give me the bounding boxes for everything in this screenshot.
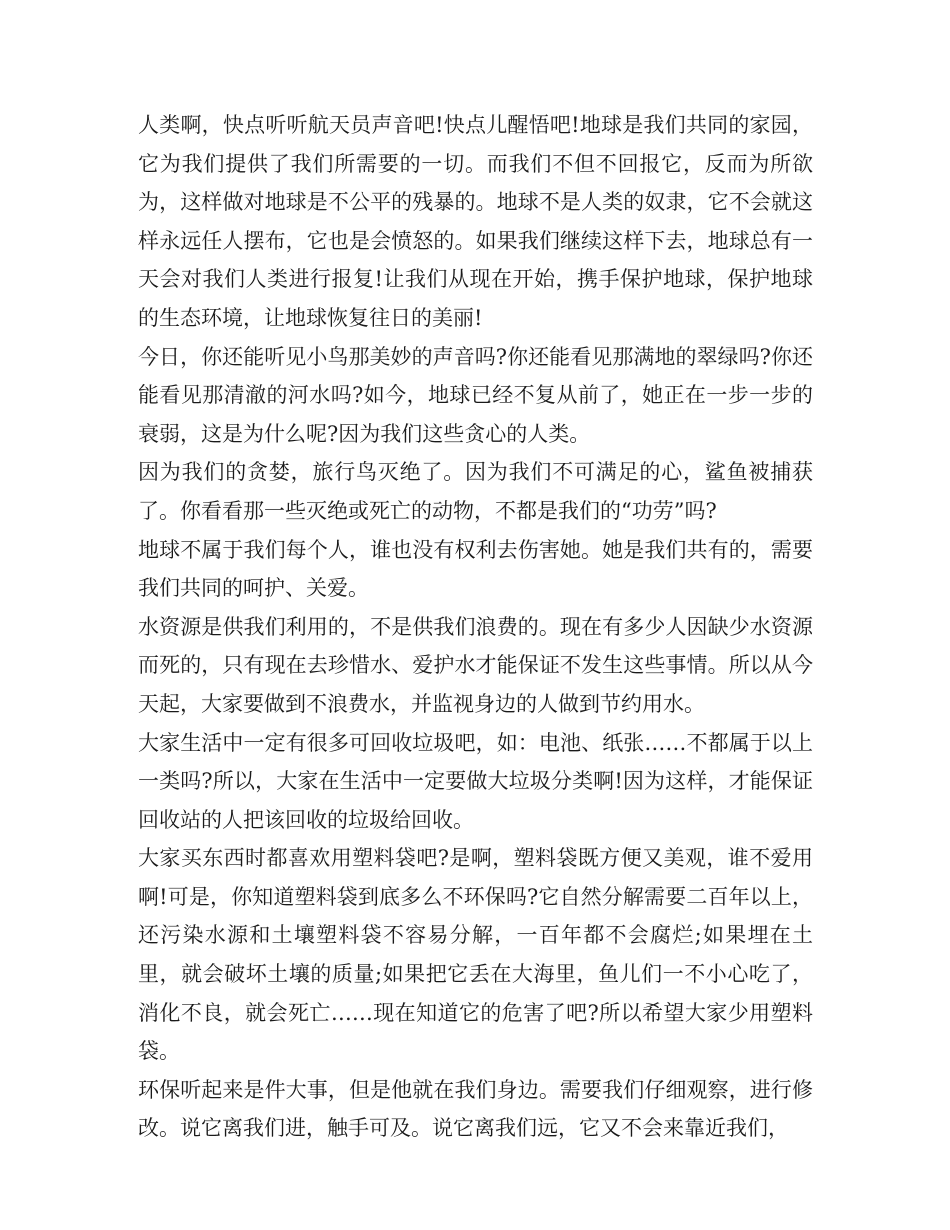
paragraph-8: 环保听起来是件大事，但是他就在我们身边。需要我们仔细观察，进行修改。说它离我们进，触手可及。说它离我们远，它又不会来靠近我们， xyxy=(138,1077,813,1141)
paragraph-6: 大家生活中一定有很多可回收垃圾吧，如：电池、纸张……不都属于以上一类吗?所以，大家在生活中一定要做大垃圾分类啊!因为这样，才能保证回收站的人把该回收的垃圾给回收。 xyxy=(138,730,813,832)
paragraph-5: 水资源是供我们利用的，不是供我们浪费的。现在有多少人因缺少水资源而死的，只有现在去珍惜水、爱护水才能保证不发生这些事情。所以从今天起，大家要做到不浪费水，并监视身边的人做到节约用水。 xyxy=(138,614,813,716)
paragraph-2: 今日，你还能听见小鸟那美妙的声音吗?你还能看见那满地的翠绿吗?你还能看见那清澈的河水吗?如今，地球已经不复从前了，她正在一步一步的衰弱，这是为什么呢?因为我们这些贪心的人类。 xyxy=(138,344,813,446)
paragraph-7: 大家买东西时都喜欢用塑料袋吧?是啊，塑料袋既方便又美观，谁不爱用啊!可是，你知道塑料袋到底多么不环保吗?它自然分解需要二百年以上，还污染水源和土壤塑料袋不容易分解，一百年都不会腐烂;如果埋在土里，就会破坏土壤的质量;如果把它丢在大海里，鱼儿们一不小心吃了，消化不良，就会死亡……现在知道它的危害了吧?所以希望大家少用塑料袋。 xyxy=(138,846,813,1064)
document-body xyxy=(138,106,813,1148)
paragraph-1: 人类啊，快点听听航天员声音吧!快点儿醒悟吧!地球是我们共同的家园，它为我们提供了我们所需要的一切。而我们不但不回报它，反而为所欲为，这样做对地球是不公平的残暴的。地球不是人类的奴隶，它不会就这样永远任人摆布，它也是会愤怒的。如果我们继续这样下去，地球总有一天会对我们人类进行报复!让我们从现在开始，携手保护地球，保护地球的生态环境，让地球恢复往日的美丽! xyxy=(138,113,813,330)
paragraph-4: 地球不属于我们每个人，谁也没有权利去伤害她。她是我们共有的，需要我们共同的呵护、关爱。 xyxy=(138,537,813,601)
paragraph-3: 因为我们的贪婪，旅行鸟灭绝了。因为我们不可满足的心，鲨鱼被捕获了。你看看那一些灭绝或死亡的动物，不都是我们的“功劳”吗? xyxy=(138,460,813,523)
